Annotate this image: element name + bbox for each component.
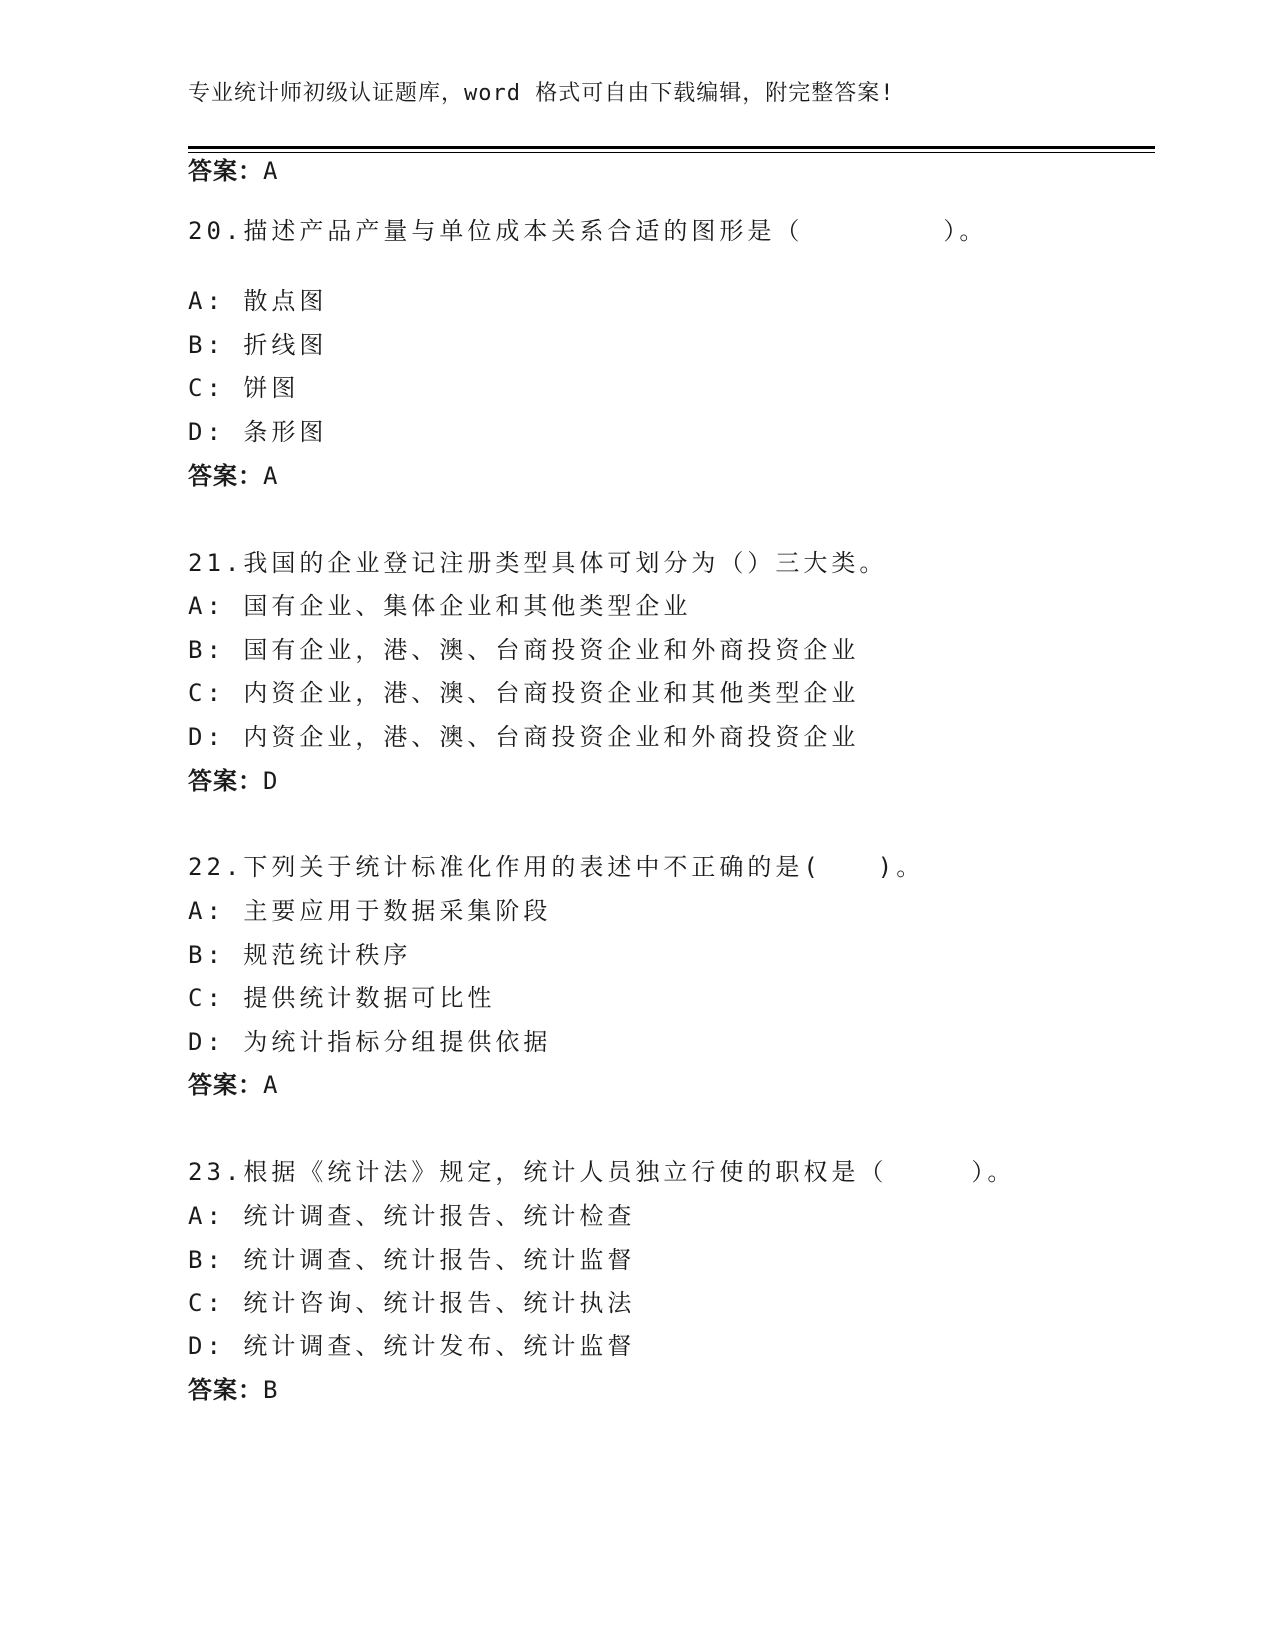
question-stem: 20.描述产品产量与单位成本关系合适的图形是（ ）。 xyxy=(188,217,988,245)
option-c: C: 饼图 xyxy=(188,374,300,402)
option-d: D: 为统计指标分组提供依据 xyxy=(188,1028,552,1056)
option-c: C: 内资企业，港、澳、台商投资企业和其他类型企业 xyxy=(188,679,860,707)
option-b: B: 规范统计秩序 xyxy=(188,941,412,969)
option-c: C: 提供统计数据可比性 xyxy=(188,984,496,1012)
answer-value: A xyxy=(263,157,279,185)
option-c: C: 统计咨询、统计报告、统计执法 xyxy=(188,1289,636,1317)
page-header: 专业统计师初级认证题库，word 格式可自由下载编辑，附完整答案! xyxy=(188,81,895,106)
answer-label: 答案： xyxy=(188,157,263,185)
option-a: A: 国有企业、集体企业和其他类型企业 xyxy=(188,592,692,620)
header-rule xyxy=(188,146,1155,149)
option-b: B: 统计调查、统计报告、统计监督 xyxy=(188,1246,636,1274)
answer-line xyxy=(188,155,278,187)
option-b: B: 国有企业，港、澳、台商投资企业和外商投资企业 xyxy=(188,636,860,664)
option-b: B: 折线图 xyxy=(188,331,328,359)
answer-label: 答案： xyxy=(188,1071,263,1099)
answer-value: A xyxy=(263,1071,279,1099)
header-rule-thin xyxy=(188,152,1155,153)
answer-label: 答案： xyxy=(188,1376,263,1404)
answer-value: B xyxy=(263,1376,279,1404)
answer-label: 答案： xyxy=(188,462,263,490)
option-d: D: 条形图 xyxy=(188,418,328,446)
option-a: A: 主要应用于数据采集阶段 xyxy=(188,897,552,925)
answer-line xyxy=(188,1374,278,1406)
question-stem: 21.我国的企业登记注册类型具体可划分为（）三大类。 xyxy=(188,549,888,577)
answer-value: A xyxy=(263,462,279,490)
option-a: A: 散点图 xyxy=(188,287,328,315)
answer-line xyxy=(188,765,278,797)
option-a: A: 统计调查、统计报告、统计检查 xyxy=(188,1202,636,1230)
answer-value: D xyxy=(263,767,279,795)
question-stem: 23.根据《统计法》规定，统计人员独立行使的职权是（ ）。 xyxy=(188,1158,1016,1186)
answer-line xyxy=(188,1069,278,1101)
option-d: D: 内资企业，港、澳、台商投资企业和外商投资企业 xyxy=(188,723,860,751)
answer-label: 答案： xyxy=(188,767,263,795)
question-stem: 22.下列关于统计标准化作用的表述中不正确的是( )。 xyxy=(188,853,925,881)
answer-line xyxy=(188,460,278,492)
option-d: D: 统计调查、统计发布、统计监督 xyxy=(188,1332,636,1360)
